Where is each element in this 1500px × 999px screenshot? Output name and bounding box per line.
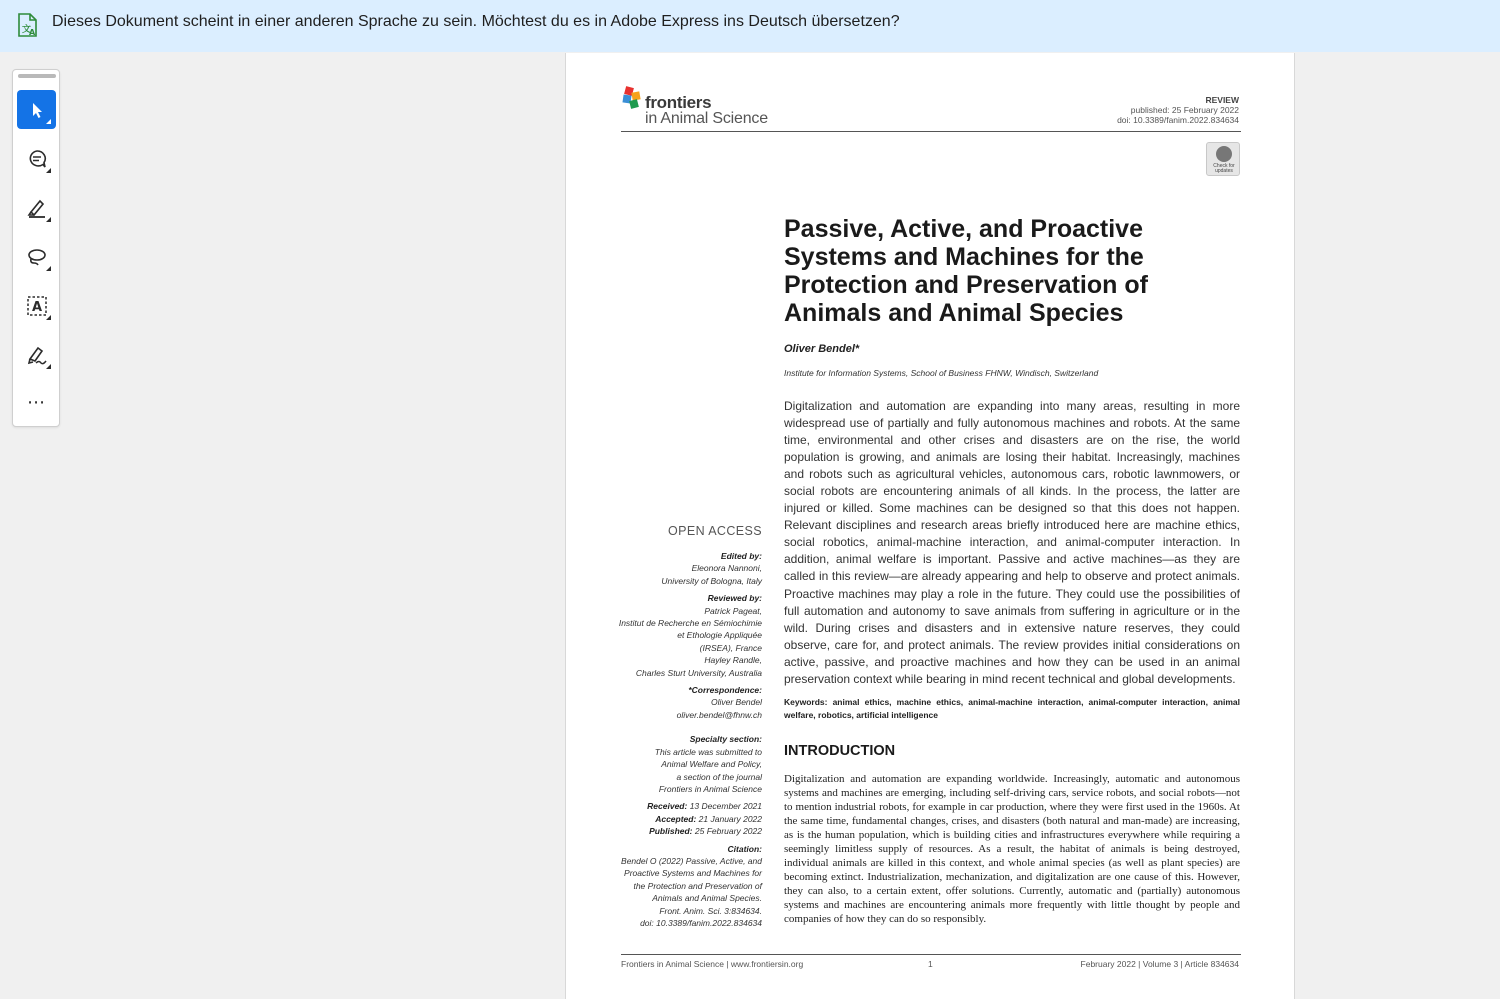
more-icon: ⋯ <box>27 392 46 412</box>
specialty-line: Animal Welfare and Policy, <box>661 759 762 770</box>
translate-document-icon[interactable] <box>16 12 40 38</box>
check-for-updates-badge[interactable] <box>1206 142 1240 176</box>
reviewed-by-label: Reviewed by: <box>707 593 762 604</box>
open-access-label: OPEN ACCESS <box>667 524 762 538</box>
citation-line: Animals and Animal Species. <box>652 893 762 904</box>
correspondence-name: Oliver Bendel <box>710 697 762 708</box>
check-for-updates-label: Check for updates <box>1213 163 1235 174</box>
article-header-info <box>1117 95 1239 125</box>
more-tools[interactable] <box>17 383 56 422</box>
article-abstract: Digitalization and automation are expanding into many areas, resulting in more widespread use of partially and fully autonomous machines and robots. At the same time, environmental and other crises and disasters are on the rise, the world population is growing, and animals are losing their habitat. Increasingly, machines and robots such as agricultural vehicles, autonomous cars, robotic lawnmowers, or social robots are encountering animals of all kinds. In the process, the latter are injured or killed. Some machines can be designed so that this does not happen. Relevant disciplines and research areas briefly introduced here are machine ethics, social robotics, animal-machine interaction, and animal-computer interaction. In addition, animal welfare is important. Passive and active machines—as they are called in this review—are already appearing and help to observe and protect animals. Proactive machines may play a role in the future. They could use the possibilities of full automation and autonomy to save animals from suffering in agriculture or in the wild. During crises and disasters and in extensive nature reserves, they could observe, care for, and protect animals. The review provides initial considerations on active, passive, and proactive machines and how they can be used in an animal preservation context while bearing in mind recent technical and global developments. <box>784 399 1240 686</box>
reviewer-line: Hayley Randle, <box>704 655 762 666</box>
citation-line: Front. Anim. Sci. 3:834634. <box>659 905 762 916</box>
correspondence-label: *Correspondence: <box>688 685 762 696</box>
citation-doi[interactable]: doi: 10.3389/fanim.2022.834634 <box>640 917 762 928</box>
header-divider <box>621 131 1241 132</box>
edited-by-label: Edited by: <box>720 551 762 561</box>
specialty-line: Frontiers in Animal Science <box>658 783 762 794</box>
introduction-body: Digitalization and automation are expanding worldwide. Increasingly, automatic and autonomous systems and machines are emerging, including self-driving cars, service robots, and social robots—not to mention industrial robots, for example in car production, where they were first used in the 1960s. At the same time, fundamental changes, crises, and disasters (both natural and man-made) are increasing, as is the human population, which is building cities and infrastructures everywhere while requiring a seemingly limitless supply of resources. As a result, the habitat of animals is being destroyed, individual animals are killed in this context, and whole animal species (as well as plant species) are becoming extinct. Industrialization, mechanization, and digitalization are one cause of this. However, they can also, to a certain extent, offer solutions. Currently, automatic and (partially) autonomous systems and machines are encountering animals more frequently with little thought by people and companies of how they can do so responsibly. <box>784 773 1240 925</box>
footer-divider <box>621 954 1241 955</box>
text-box-icon <box>26 295 48 317</box>
frontiers-logo-icon <box>621 85 645 113</box>
article-metadata <box>612 550 762 929</box>
article-title: Passive, Active, and Proactive Systems and Machines for the Protection and Preservation of Animals and Animal Species <box>784 215 1148 327</box>
cursor-icon <box>27 100 47 120</box>
received-date: Received: 13 December 2021 <box>647 801 762 812</box>
citation-line: Bendel O (2022) Passive, Active, and <box>621 855 762 866</box>
specialty-section-label: Specialty section: <box>689 734 762 745</box>
author-affiliation: Institute for Information Systems, School of Business FHNW, Windisch, Switzerland <box>784 368 1099 378</box>
reviewer-line: (IRSEA), France <box>699 642 762 653</box>
quick-tools-toolbar <box>12 69 60 427</box>
sign-tool[interactable] <box>17 335 56 374</box>
footer-volume: February 2022 | Volume 3 | Article 834634 <box>1080 959 1239 969</box>
text-tool[interactable] <box>17 286 56 325</box>
published-date-meta: Published: 25 February 2022 <box>649 826 762 837</box>
published-date: published: 25 February 2022 <box>1130 105 1239 115</box>
article-doi[interactable]: doi: 10.3389/fanim.2022.834634 <box>1117 115 1239 125</box>
comment-tool[interactable] <box>17 139 56 178</box>
reviewer-line: Institut de Recherche en Sémiochimie <box>618 618 762 629</box>
logo-word-frontiers: frontiers <box>645 93 712 112</box>
accepted-date: Accepted: 21 January 2022 <box>655 813 762 824</box>
footer-journal: Frontiers in Animal Science | www.frontiersin.org <box>621 959 804 969</box>
page-number: 1 <box>928 959 933 969</box>
article-keywords: Keywords: animal ethics, machine ethics, animal-machine interaction, animal-computer interaction, animal welfare, robotics, artificial intelligence <box>784 697 1240 720</box>
citation-label: Citation: <box>727 843 762 854</box>
svg-text:A: A <box>29 28 36 37</box>
introduction-heading: INTRODUCTION <box>784 743 896 759</box>
correspondence-email[interactable]: oliver.bendel@fhnw.ch <box>676 709 762 720</box>
svg-text:文: 文 <box>22 25 32 35</box>
citation-line: Proactive Systems and Machines for <box>624 868 762 879</box>
highlighter-icon <box>26 197 48 219</box>
reviewer-line: Patrick Pageat, <box>704 605 762 616</box>
lasso-icon <box>26 246 48 268</box>
svg-text:A: A <box>31 299 42 315</box>
journal-logo <box>621 85 801 127</box>
toolbar-drag-handle[interactable] <box>18 74 56 78</box>
article-type: REVIEW <box>1205 95 1239 105</box>
select-tool[interactable] <box>17 90 56 129</box>
reviewer-line: et Ethologie Appliquée <box>677 630 762 641</box>
translation-message: Dieses Dokument scheint in einer anderen Sprache zu sein. Möchtest du es in Adobe Express ins Deutsch übersetzen? <box>52 13 900 30</box>
document-page[interactable] <box>565 53 1295 999</box>
article-author: Oliver Bendel* <box>784 343 860 355</box>
highlight-tool[interactable] <box>17 188 56 227</box>
editor-name: Eleonora Nannoni, <box>691 563 762 574</box>
translation-banner <box>0 0 1500 52</box>
editor-affiliation: University of Bologna, Italy <box>661 575 762 586</box>
pen-sign-icon <box>26 344 48 366</box>
update-check-icon <box>1216 146 1232 162</box>
reviewer-line: Charles Sturt University, Australia <box>635 667 762 678</box>
logo-journal-name: in Animal Science <box>645 110 768 127</box>
specialty-line: This article was submitted to <box>654 746 762 757</box>
comment-icon <box>26 148 48 170</box>
citation-line: the Protection and Preservation of <box>633 880 762 891</box>
specialty-line: a section of the journal <box>676 771 762 782</box>
draw-tool[interactable] <box>17 237 56 276</box>
